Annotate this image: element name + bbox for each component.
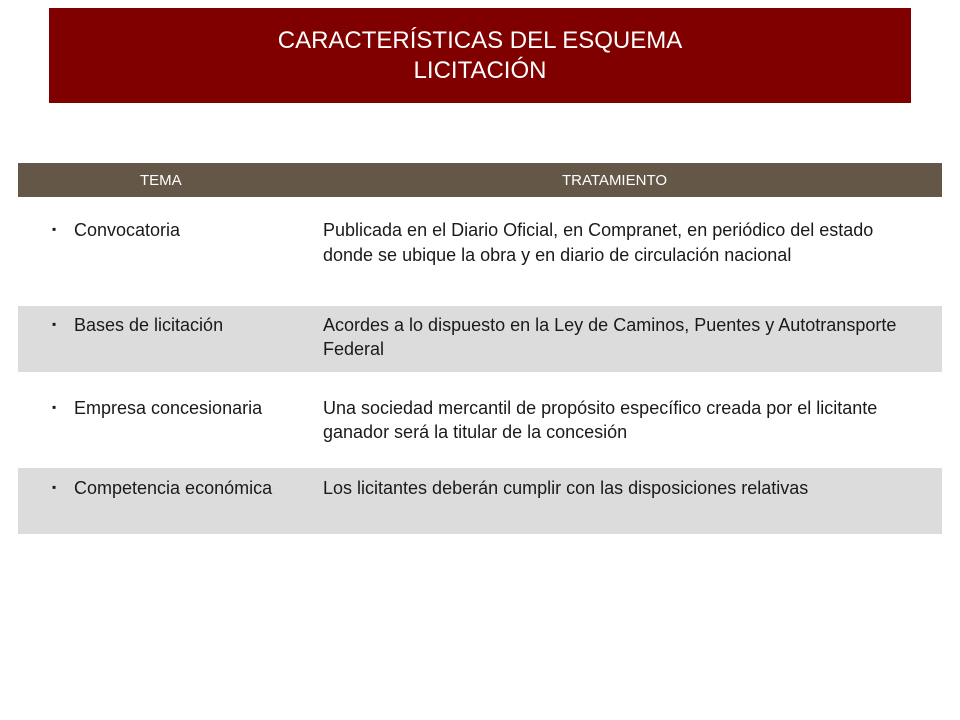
row-tema: [52, 218, 181, 242]
tema-label: Bases de licitación: [74, 315, 224, 335]
bullet-icon: ▪: [52, 222, 57, 236]
row-tema: [52, 396, 263, 420]
title-banner: [49, 8, 911, 103]
header-tema: TEMA: [140, 172, 182, 189]
table-row: [18, 163, 942, 272]
bullet-icon: ▪: [52, 400, 57, 414]
row-tratamiento: Una sociedad mercantil de propósito específico creada por el licitante ganador será la titular de la concesión: [323, 398, 878, 442]
row-tratamiento: Publicada en el Diario Oficial, en Compranet, en periódico del estado donde se ubique la obra y en diario de circulación nacional: [323, 220, 874, 265]
row-tema: [52, 476, 274, 500]
bullet-icon: ▪: [52, 317, 57, 331]
characteristics-table: [18, 163, 942, 534]
table-row: [18, 468, 942, 534]
row-tratamiento: Acordes a lo dispuesto en la Ley de Caminos, Puentes y Autotransporte Federal: [323, 315, 897, 359]
table-row: [18, 372, 942, 468]
tema-label: Empresa concesionaria: [74, 398, 263, 418]
tema-label: Convocatoria: [74, 220, 181, 240]
title-line-2: LICITACIÓN: [413, 56, 547, 84]
tema-label: Competencia económica: [74, 478, 273, 498]
header-tratamiento: TRATAMIENTO: [562, 172, 667, 189]
bullet-icon: ▪: [52, 480, 57, 494]
table-row: [18, 306, 942, 372]
row-tratamiento: Los licitantes deberán cumplir con las disposiciones relativas: [323, 478, 809, 498]
title-line-1: CARACTERÍSTICAS DEL ESQUEMA: [277, 26, 683, 54]
row-tema: [52, 313, 224, 337]
